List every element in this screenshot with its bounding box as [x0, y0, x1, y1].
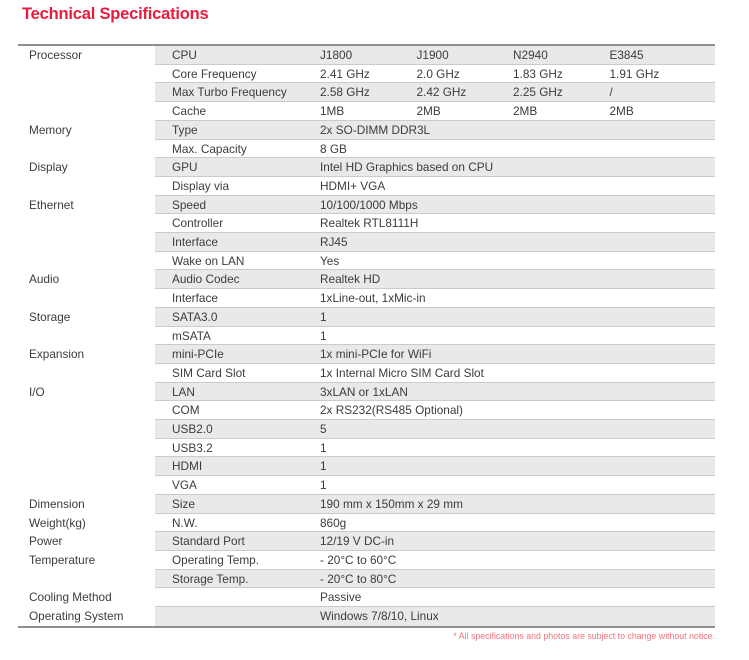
table-row: [18, 289, 715, 308]
category-label: Temperature: [18, 551, 155, 570]
category-label: [18, 364, 155, 383]
attribute-label: COM: [172, 403, 200, 418]
table-row: [18, 364, 715, 383]
category-label: [18, 420, 155, 439]
table-row: [18, 233, 715, 252]
category-label: [18, 140, 155, 159]
attribute-label: Storage Temp.: [172, 571, 249, 586]
category-label: [18, 401, 155, 420]
category-label: I/O: [18, 383, 155, 402]
attribute-label: Max. Capacity: [172, 141, 247, 156]
value-cell: N2940: [513, 48, 548, 62]
category-label: [18, 289, 155, 308]
attribute-label: [155, 588, 320, 606]
spec-cells: [155, 289, 715, 308]
table-row: [18, 177, 715, 196]
category-label: [18, 570, 155, 589]
attribute-label: Interface: [172, 235, 218, 250]
spec-cells: [155, 570, 715, 589]
spec-cells: [155, 588, 715, 607]
attribute-label: Standard Port: [172, 534, 245, 549]
value-cell: 1MB: [320, 104, 345, 119]
attribute-label: LAN: [172, 384, 195, 399]
attribute-label: Size: [172, 496, 195, 511]
spec-cells: [155, 46, 715, 65]
value-cell: 12/19 V DC-in: [320, 534, 395, 549]
category-label: [18, 476, 155, 495]
table-row: [18, 457, 715, 476]
category-label: Weight(kg): [18, 514, 155, 533]
category-label: Storage: [18, 308, 155, 327]
attribute-label: Controller: [172, 216, 224, 231]
spec-cells: [155, 308, 715, 327]
table-row: [18, 420, 715, 439]
table-row: [18, 383, 715, 402]
value-cell: 1x Internal Micro SIM Card Slot: [320, 365, 484, 380]
category-label: [18, 457, 155, 476]
value-cell: HDMI+ VGA: [320, 178, 386, 193]
category-label: Memory: [18, 121, 155, 140]
spec-cells: [155, 439, 715, 458]
value-cell: Windows 7/8/10, Linux: [320, 609, 439, 624]
spec-cells: [155, 345, 715, 364]
category-label: [18, 102, 155, 121]
attribute-label: mini-PCIe: [172, 347, 224, 362]
value-cell: Realtek RTL8111H: [320, 216, 419, 231]
value-cell: 2.42 GHz: [416, 85, 467, 100]
attribute-label: Type: [172, 122, 198, 137]
attribute-label: Speed: [172, 197, 207, 212]
value-cell: 190 mm x 150mm x 29 mm: [320, 496, 463, 511]
attribute-label: SIM Card Slot: [172, 365, 246, 380]
category-label: [18, 327, 155, 346]
value-cell: 1.91 GHz: [609, 66, 660, 81]
value-cell: Passive: [320, 590, 362, 605]
value-cell: 1: [320, 459, 327, 474]
attribute-label: N.W.: [172, 515, 198, 530]
value-cell: 2.25 GHz: [513, 85, 563, 100]
category-label: [18, 233, 155, 252]
attribute-label: GPU: [172, 160, 198, 175]
spec-cells: [155, 495, 715, 514]
attribute-label: Max Turbo Frequency: [172, 85, 287, 100]
value-cell: Yes: [320, 253, 340, 268]
category-label: [18, 177, 155, 196]
table-row: [18, 196, 715, 215]
category-label: Cooling Method: [18, 588, 155, 607]
attribute-label: USB2.0: [172, 422, 213, 437]
value-cell: J1900: [416, 48, 449, 62]
table-row: [18, 476, 715, 495]
attribute-label: Interface: [172, 291, 218, 306]
spec-cells: [155, 121, 715, 140]
category-label: [18, 214, 155, 233]
table-row: [18, 140, 715, 159]
category-label: [18, 65, 155, 84]
category-label: Dimension: [18, 495, 155, 514]
spec-cells: [155, 607, 715, 626]
attribute-label: Cache: [172, 104, 207, 119]
table-row: [18, 83, 715, 102]
spec-cells: [155, 233, 715, 252]
value-cell: 10/100/1000 Mbps: [320, 197, 418, 212]
value-cell: 3xLAN or 1xLAN: [320, 384, 408, 399]
spec-cells: [155, 102, 715, 121]
value-cell: 5: [320, 422, 327, 437]
attribute-label: Display via: [172, 178, 230, 193]
category-label: Processor: [18, 46, 155, 65]
attribute-label: mSATA: [172, 328, 211, 343]
spec-cells: [155, 476, 715, 495]
spec-cells: [155, 514, 715, 533]
table-row: [18, 270, 715, 289]
value-cell: Realtek HD: [320, 272, 381, 287]
table-row: [18, 532, 715, 551]
value-cell: RJ45: [320, 235, 348, 250]
table-row: [18, 102, 715, 121]
table-row: [18, 65, 715, 84]
table-row: [18, 439, 715, 458]
value-cell: - 20°C to 60°C: [320, 552, 397, 567]
value-cell: /: [609, 85, 613, 100]
value-cell: 1.83 GHz: [513, 66, 563, 81]
table-row: [18, 588, 715, 607]
spec-cells: [155, 196, 715, 215]
value-cell: 2.0 GHz: [416, 66, 460, 81]
table-row: [18, 327, 715, 346]
spec-cells: [155, 383, 715, 402]
value-cell: 2MB: [416, 104, 441, 119]
category-label: [18, 83, 155, 102]
page-title: Technical Specifications: [22, 5, 209, 23]
value-cell: 2MB: [513, 104, 538, 119]
category-label: Display: [18, 158, 155, 177]
table-row: [18, 214, 715, 233]
attribute-label: SATA3.0: [172, 309, 218, 324]
category-label: Power: [18, 532, 155, 551]
table-row: [18, 46, 715, 65]
value-cell: 1: [320, 440, 327, 455]
category-label: Expansion: [18, 345, 155, 364]
value-cell: 2.41 GHz: [320, 66, 370, 81]
spec-cells: [155, 252, 715, 271]
value-cell: 2.58 GHz: [320, 85, 370, 100]
table-row: [18, 495, 715, 514]
value-cell: 1: [320, 328, 327, 343]
spec-table: [18, 44, 715, 628]
spec-cells: [155, 158, 715, 177]
attribute-label: [155, 607, 320, 626]
value-cell: J1800: [320, 48, 353, 62]
attribute-label: HDMI: [172, 459, 203, 474]
table-row: [18, 308, 715, 327]
table-row: [18, 607, 715, 626]
spec-cells: [155, 420, 715, 439]
attribute-label: VGA: [172, 478, 197, 493]
value-cell: - 20°C to 80°C: [320, 571, 397, 586]
value-cell: 2x RS232(RS485 Optional): [320, 403, 463, 418]
value-cell: Intel HD Graphics based on CPU: [320, 160, 494, 175]
spec-cells: [155, 457, 715, 476]
attribute-label: Operating Temp.: [172, 552, 259, 567]
spec-cells: [155, 551, 715, 570]
category-label: Audio: [18, 270, 155, 289]
table-row: [18, 401, 715, 420]
value-cell: 1xLine-out, 1xMic-in: [320, 291, 426, 306]
table-row: [18, 252, 715, 271]
spec-cells: [155, 270, 715, 289]
category-label: Operating System: [18, 607, 155, 626]
table-row: [18, 345, 715, 364]
value-cell: 8 GB: [320, 141, 347, 156]
spec-cells: [155, 83, 715, 102]
spec-cells: [155, 364, 715, 383]
table-row: [18, 551, 715, 570]
spec-cells: [155, 140, 715, 159]
table-row: [18, 514, 715, 533]
table-row: [18, 121, 715, 140]
value-cell: 2x SO-DIMM DDR3L: [320, 122, 431, 137]
spec-cells: [155, 65, 715, 84]
spec-cells: [155, 532, 715, 551]
value-cell: 860g: [320, 515, 347, 530]
value-cell: 1x mini-PCIe for WiFi: [320, 347, 432, 362]
attribute-label: Core Frequency: [172, 66, 257, 81]
attribute-label: Wake on LAN: [172, 253, 245, 268]
category-label: Ethernet: [18, 196, 155, 215]
attribute-label: Audio Codec: [172, 272, 240, 287]
spec-cells: [155, 177, 715, 196]
attribute-label: USB3.2: [172, 440, 213, 455]
value-cell: E3845: [609, 48, 644, 62]
value-cell: 2MB: [609, 104, 634, 119]
category-label: [18, 252, 155, 271]
attribute-label: CPU: [172, 48, 197, 62]
spec-cells: [155, 327, 715, 346]
spec-cells: [155, 401, 715, 420]
footnote: * All specifications and photos are subject to change without notice.: [453, 631, 715, 641]
table-row: [18, 158, 715, 177]
table-row: [18, 570, 715, 589]
spec-cells: [155, 214, 715, 233]
value-cell: 1: [320, 309, 327, 324]
value-cell: 1: [320, 478, 327, 493]
category-label: [18, 439, 155, 458]
